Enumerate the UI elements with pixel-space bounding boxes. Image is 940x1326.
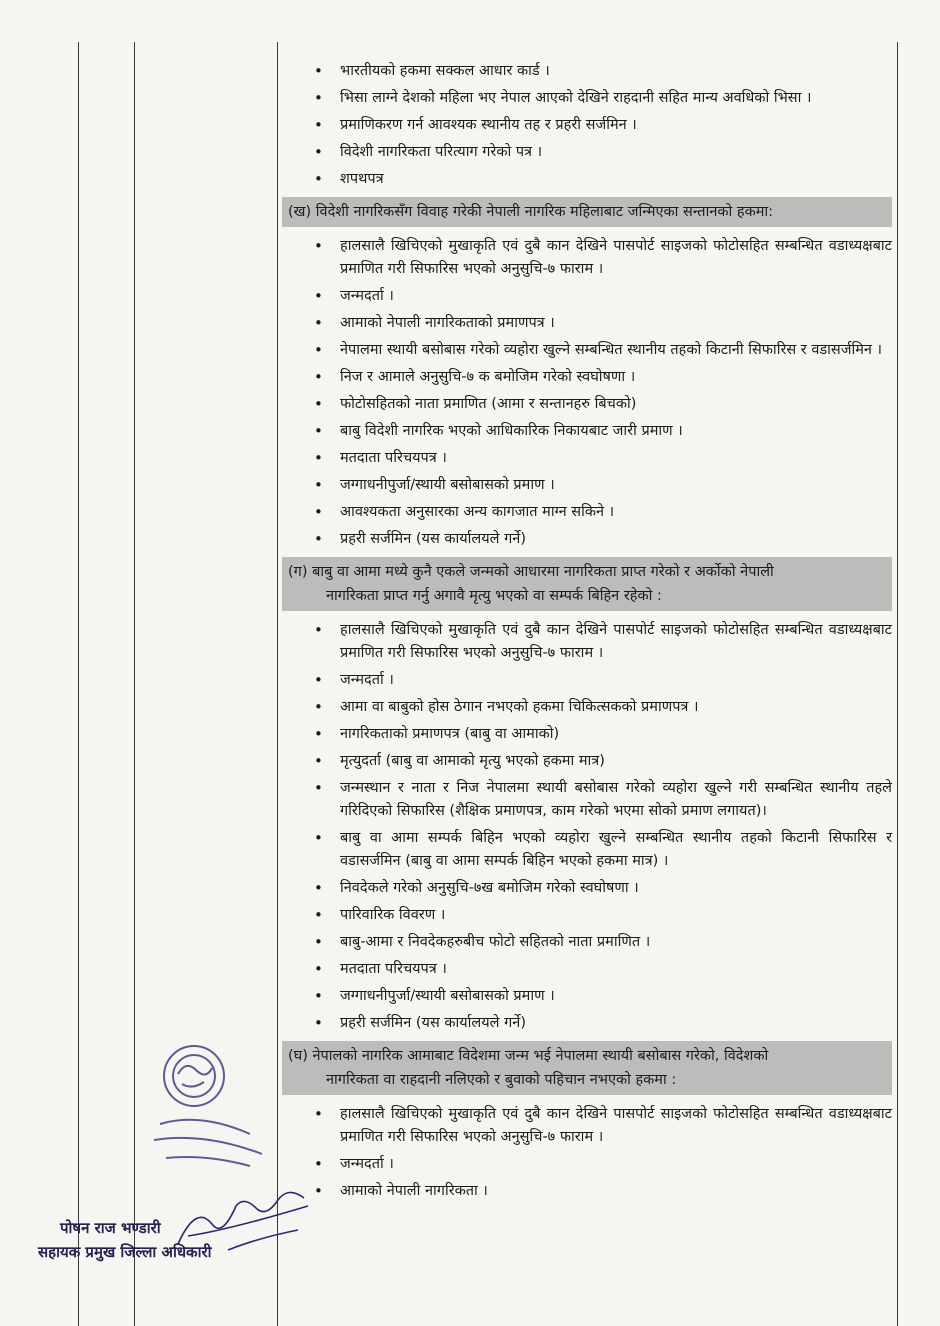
list-item: • नेपालमा स्थायी बसोबास गरेको व्यहोरा खुल्ने सम्बन्धित स्थानीय तहको किटानी सिफारिस र वडासर्जमिन । (282, 339, 892, 362)
list-item: • भिसा लाग्ने देशको महिला भए नेपाल आएको देखिने राहदानी सहित मान्य अवधिको भिसा । (282, 87, 892, 110)
list-item: • हालसालै खिचिएको मुखाकृति एवं दुबै कान देखिने पासपोर्ट साइजको फोटोसहित सम्बन्धित वडाध्यक्षबाट प्रमाणित गरी सिफारिस भएको अनुसुचि-७ फाराम । (282, 619, 892, 665)
signature-block (38, 1218, 298, 1288)
list-item: • बाबु वा आमा सम्पर्क बिहिन भएको व्यहोरा खुल्ने सम्बन्धित स्थानीय तहको किटानी सिफारिस र वडासर्जमिन (बाबु वा आमा सम्पर्क बिहिन भएको हकमा मात्र) । (282, 827, 892, 873)
heading-text-line1: (ग) बाबु वा आमा मध्ये कुनै एकले जन्मको आधारमा नागरिकता प्राप्त गरेको र अर्कोको नेपाली (288, 564, 774, 580)
list-item: • प्रमाणिकरण गर्न आवश्यक स्थानीय तह र प्रहरी सर्जमिन । (282, 114, 892, 137)
list-item: • निज र आमाले अनुसुचि-७ क बमोजिम गरेको स्वघोषणा । (282, 366, 892, 389)
heading-text-line2: नागरिकता वा राहदानी नलिएको र बुवाको पहिचान नभएको हकमा : (326, 1072, 677, 1088)
list-item: • मतदाता परिचयपत्र । (282, 447, 892, 470)
list-item: • मतदाता परिचयपत्र । (282, 958, 892, 981)
list-item: • आवश्यकता अनुसारका अन्य कागजात माग्न सकिने । (282, 501, 892, 524)
official-name: पोषन राज भण्डारी (60, 1219, 161, 1237)
list-item: • पारिवारिक विवरण । (282, 904, 892, 927)
list-item: • शपथपत्र (282, 168, 892, 191)
list-item: • आमा वा बाबुको होस ठेगान नभएको हकमा चिकित्सकको प्रमाणपत्र । (282, 696, 892, 719)
list-item: • प्रहरी सर्जमिन (यस कार्यालयले गर्ने) (282, 1012, 892, 1035)
heading-text-line2: नागरिकता प्राप्त गर्नु अगावै मृत्यु भएको वा सम्पर्क बिहिन रहेको : (326, 588, 662, 604)
heading-text-line1: (घ) नेपालको नागरिक आमाबाट विदेशमा जन्म भई नेपालमा स्थायी बसोबास गरेको, विदेशको (288, 1048, 769, 1064)
table-border-right (897, 42, 898, 1326)
list-item: • बाबु विदेशी नागरिक भएको आधिकारिक निकायबाट जारी प्रमाण । (282, 420, 892, 443)
list-item: • जन्मदर्ता । (282, 669, 892, 692)
list-item: • मृत्युदर्ता (बाबु वा आमाको मृत्यु भएको हकमा मात्र) (282, 750, 892, 773)
list-item: • जग्गाधनीपुर्जा/स्थायी बसोबासको प्रमाण । (282, 985, 892, 1008)
list-item: • आमाको नेपाली नागरिकताको प्रमाणपत्र । (282, 312, 892, 335)
list-item: • जन्मदर्ता । (282, 285, 892, 308)
document-list-kha (282, 235, 892, 551)
section-heading-ga (282, 557, 892, 611)
section-heading-kha (282, 197, 892, 227)
list-item: • हालसालै खिचिएको मुखाकृति एवं दुबै कान देखिने पासपोर्ट साइजको फोटोसहित सम्बन्धित वडाध्यक्षबाट प्रमाणित गरी सिफारिस भएको अनुसुचि-७ फाराम । (282, 1103, 892, 1149)
section-heading-gha (282, 1041, 892, 1095)
requirements-cell (282, 60, 892, 1207)
document-list-ga (282, 619, 892, 1035)
list-item: • आमाको नेपाली नागरिकता । (282, 1180, 892, 1203)
list-item: • जन्मदर्ता । (282, 1153, 892, 1176)
table-column-divider (134, 42, 135, 1326)
table-border-left (78, 42, 79, 1326)
list-item: • विदेशी नागरिकता परित्याग गरेको पत्र । (282, 141, 892, 164)
list-item: • प्रहरी सर्जमिन (यस कार्यालयले गर्ने) (282, 528, 892, 551)
official-title: सहायक प्रमुख जिल्ला अधिकारी (38, 1243, 212, 1261)
list-item: • निवदेकले गरेको अनुसुचि-७ख बमोजिम गरेको स्वघोषणा । (282, 877, 892, 900)
list-item: • नागरिकताको प्रमाणपत्र (बाबु वा आमाको) (282, 723, 892, 746)
list-item: • हालसालै खिचिएको मुखाकृति एवं दुबै कान देखिने पासपोर्ट साइजको फोटोसहित सम्बन्धित वडाध्यक्षबाट प्रमाणित गरी सिफारिस भएको अनुसुचि-७ फाराम । (282, 235, 892, 281)
document-list-previous (282, 60, 892, 191)
list-item: • जग्गाधनीपुर्जा/स्थायी बसोबासको प्रमाण । (282, 474, 892, 497)
heading-text: (ख) विदेशी नागरिकसँग विवाह गरेकी नेपाली नागरिक महिलाबाट जन्मिएका सन्तानको हकमा: (288, 204, 774, 220)
document-list-gha (282, 1103, 892, 1203)
list-item: • जन्मस्थान र नाता र निज नेपालमा स्थायी बसोबास गरेको व्यहोरा खुल्ने गरी सम्बन्धित स्थानीय तहले गरिदिएको सिफारिस (शैक्षिक प्रमाणपत्र, काम गरेको भएमा सोको प्रमाण लगायत)। (282, 777, 892, 823)
list-item: • भारतीयको हकमा सक्कल आधार कार्ड । (282, 60, 892, 83)
list-item: • बाबु-आमा र निवदेकहरुबीच फोटो सहितको नाता प्रमाणित । (282, 931, 892, 954)
list-item: • फोटोसहितको नाता प्रमाणित (आमा र सन्तानहरु बिचको) (282, 393, 892, 416)
office-stamp-icon (150, 1036, 290, 1176)
